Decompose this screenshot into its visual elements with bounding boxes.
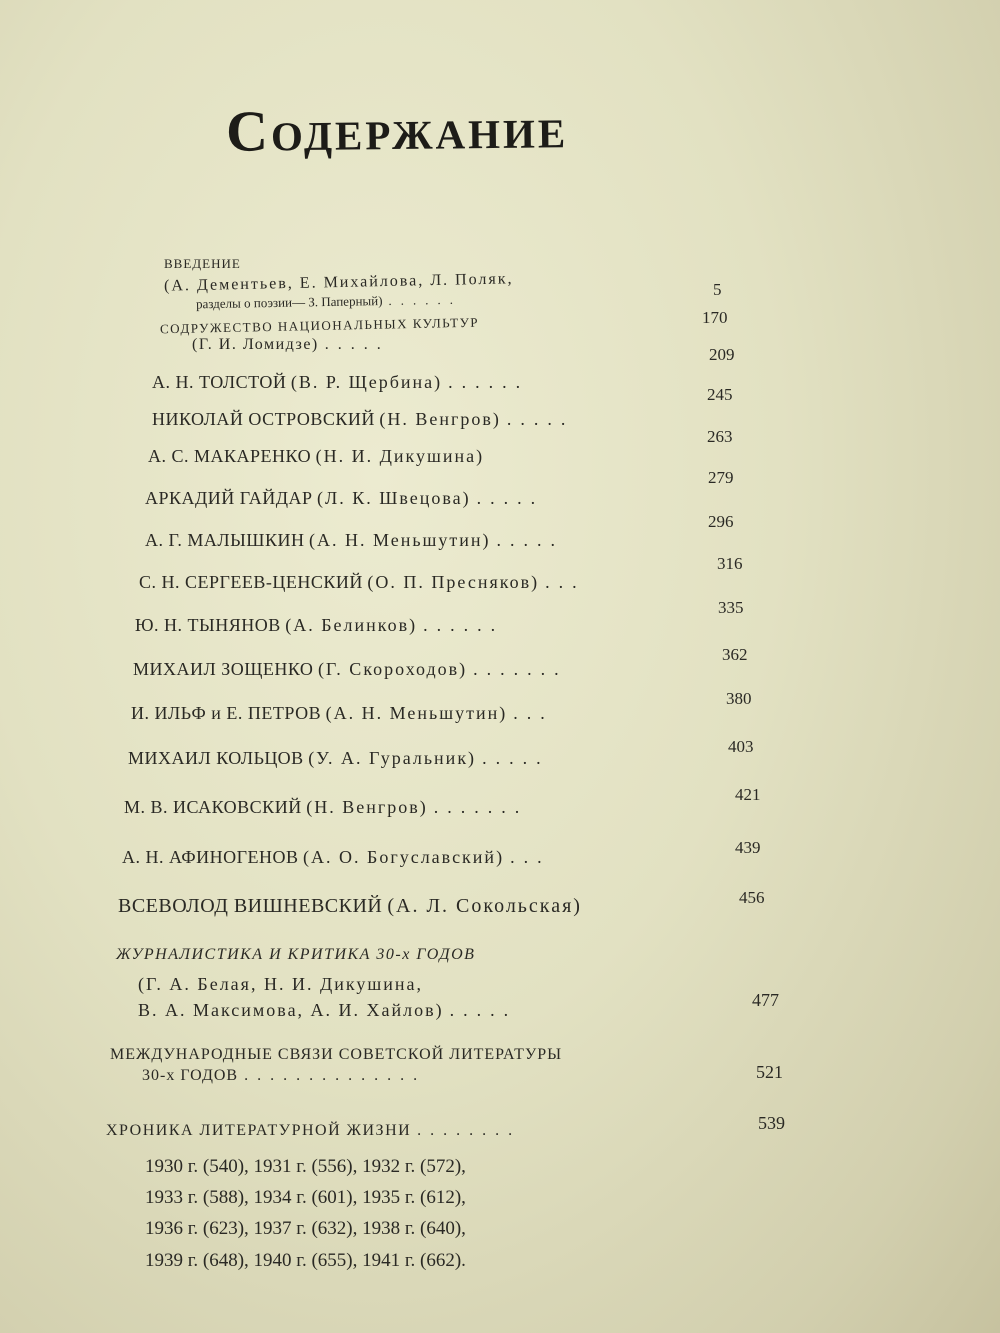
toc-page-279: 279 xyxy=(708,468,734,487)
toc-entry-malyshkin: А. Г. МАЛЫШКИН (А. Н. Меньшутин) ..... xyxy=(145,530,565,550)
toc-page-439: 439 xyxy=(735,838,761,857)
toc-intro-authors: (А. Дементьев, Е. Михайлова, Л. Поляк, xyxy=(163,270,514,295)
toc-page-421: 421 xyxy=(735,785,761,804)
toc-page-456: 456 xyxy=(739,888,765,907)
toc-sodr-page: 170 xyxy=(702,308,728,327)
toc-entry-ilf-petrov: И. ИЛЬФ и Е. ПЕТРОВ (А. Н. Меньшутин) ... xyxy=(131,703,554,723)
toc-entry-tynyanov: Ю. Н. ТЫНЯНОВ (А. Белинков) ...... xyxy=(135,615,505,635)
toc-page-380: 380 xyxy=(726,689,752,708)
toc-journ-page: 477 xyxy=(752,990,779,1010)
toc-intro-page: 5 xyxy=(713,280,722,299)
toc-journ-authors-2: В. А. Максимова, А. И. Хайлов) ..... xyxy=(138,1000,518,1020)
toc-entry-vishnevsky: ВСЕВОЛОД ВИШНЕВСКИЙ (А. Л. Сокольская) xyxy=(118,895,582,917)
toc-page-296: 296 xyxy=(708,512,734,531)
toc-years-line-2: 1933 г. (588), 1934 г. (601), 1935 г. (612), xyxy=(145,1187,466,1208)
toc-page-209: 209 xyxy=(709,345,735,364)
toc-entry-zoshchenko: МИХАИЛ ЗОЩЕНКО (Г. Скороходов) ....... xyxy=(133,659,568,679)
toc-years-line-1: 1930 г. (540), 1931 г. (556), 1932 г. (572), xyxy=(145,1156,466,1177)
toc-intl-title-2: 30-х ГОДОВ .............. xyxy=(142,1067,427,1084)
toc-journ-authors-1: (Г. А. Белая, Н. И. Дикушина, xyxy=(138,974,423,994)
toc-sodr-author: (Г. И. Ломидзе) ..... xyxy=(192,336,390,353)
toc-chron-page: 539 xyxy=(758,1113,785,1133)
toc-entry-makarenko: А. С. МАКАРЕНКО (Н. И. Дикушина) xyxy=(148,446,485,466)
toc-page-245: 245 xyxy=(707,385,733,404)
toc-intl-title-1: МЕЖДУНАРОДНЫЕ СВЯЗИ СОВЕТСКОЙ ЛИТЕРАТУРЫ xyxy=(110,1046,563,1063)
toc-entry-afinogenov: А. Н. АФИНОГЕНОВ (А. О. Богуславский) ... xyxy=(122,847,551,867)
toc-page-335: 335 xyxy=(718,598,744,617)
toc-chron-title: ХРОНИКА ЛИТЕРАТУРНОЙ ЖИЗНИ ........ xyxy=(106,1122,522,1139)
toc-entry-sergeev: С. Н. СЕРГЕЕВ-ЦЕНСКИЙ (О. П. Пресняков) ... xyxy=(139,572,586,592)
toc-journ-title: ЖУРНАЛИСТИКА И КРИТИКА 30-х ГОДОВ xyxy=(116,946,476,963)
toc-entry-koltsov: МИХАИЛ КОЛЬЦОВ (У. А. Гуральник) ..... xyxy=(128,748,550,768)
toc-years-line-3: 1936 г. (623), 1937 г. (632), 1938 г. (640), xyxy=(145,1218,466,1239)
toc-entry-ostrovsky: НИКОЛАЙ ОСТРОВСКИЙ (Н. Венгров) ..... xyxy=(152,409,575,429)
toc-intro-title: ВВЕДЕНИЕ xyxy=(164,256,241,271)
toc-intro-authors-poetry: разделы о поэзии— З. Паперный) ...... xyxy=(195,291,463,312)
toc-page-403: 403 xyxy=(728,737,754,756)
toc-entry-gaidar: АРКАДИЙ ГАЙДАР (Л. К. Швецова) ..... xyxy=(145,488,545,508)
page-title: Содержание xyxy=(225,95,569,164)
toc-page-263: 263 xyxy=(707,427,733,446)
toc-entry-tolstoy: А. Н. ТОЛСТОЙ (В. Р. Щербина) ...... xyxy=(152,372,530,392)
toc-page-362: 362 xyxy=(722,645,748,664)
toc-page-316: 316 xyxy=(717,554,743,573)
toc-entry-isakovsky: М. В. ИСАКОВСКИЙ (Н. Венгров) ....... xyxy=(124,797,529,817)
toc-intl-page: 521 xyxy=(756,1062,783,1082)
toc-years-line-4: 1939 г. (648), 1940 г. (655), 1941 г. (662). xyxy=(145,1250,466,1271)
toc-sodr-title: СОДРУЖЕСТВО НАЦИОНАЛЬНЫХ КУЛЬТУР xyxy=(159,314,480,337)
